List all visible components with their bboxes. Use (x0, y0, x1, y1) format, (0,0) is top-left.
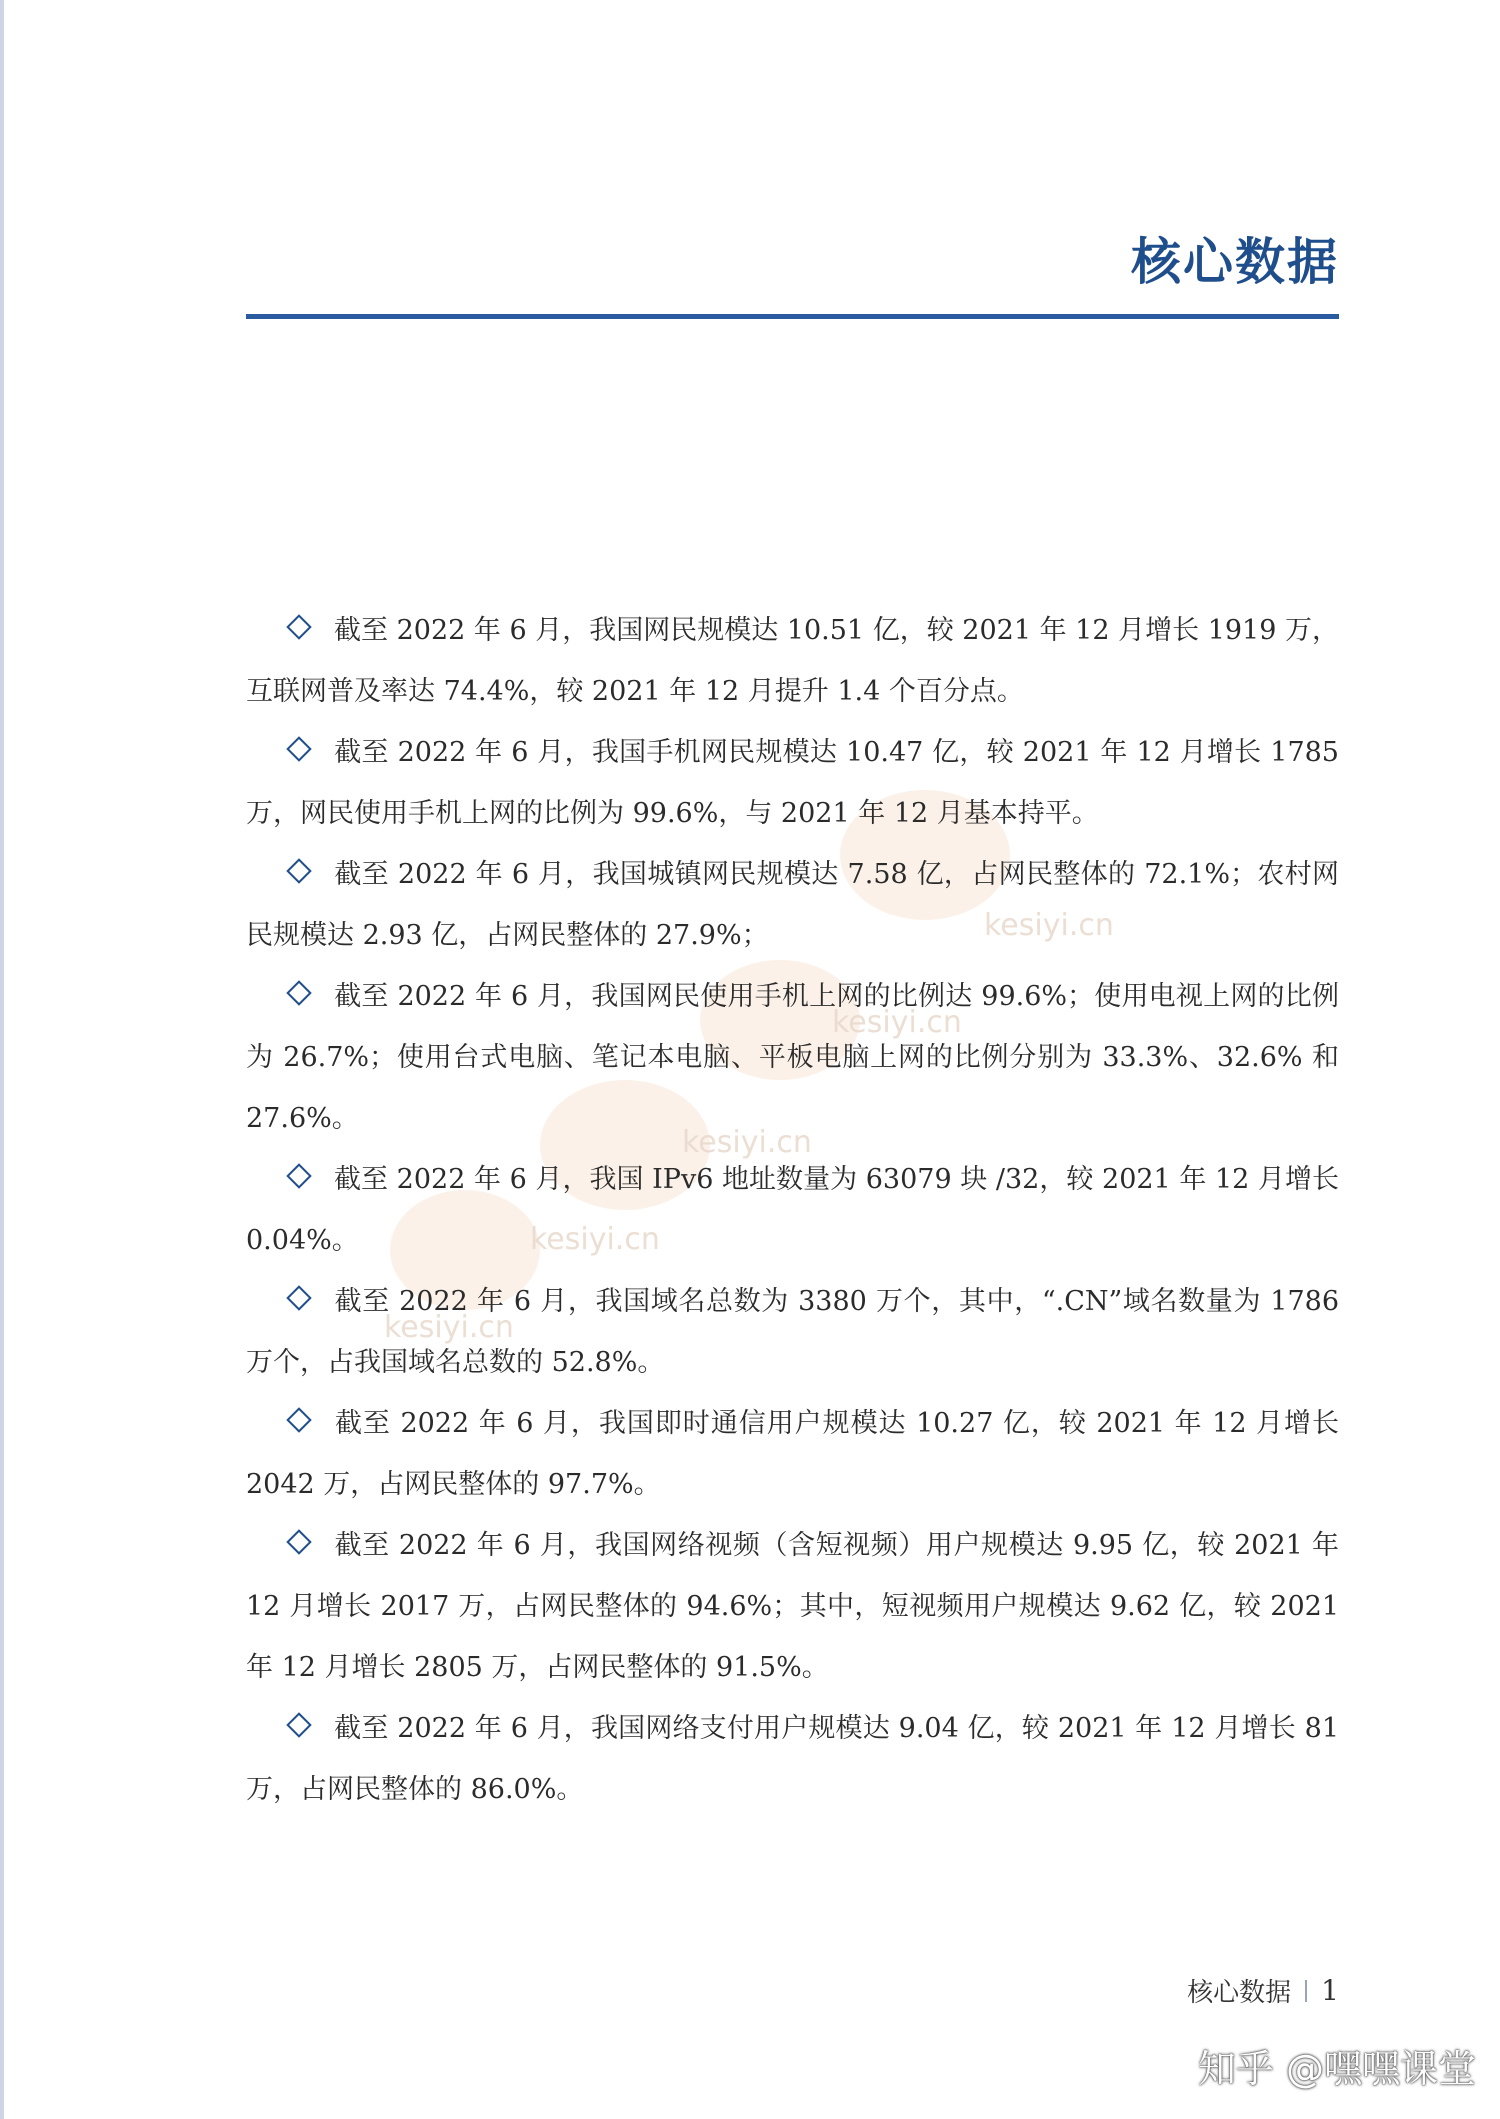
diamond-icon (286, 1407, 311, 1432)
list-item-text: 截至 2022 年 6 月，我国 IPv6 地址数量为 63079 块 /32，较 2021 年 12 月增长 0.04%。 (246, 1164, 1339, 1256)
list-item (246, 1271, 1339, 1393)
watermark-text: kesiyi.cn (832, 1005, 962, 1040)
diamond-icon (286, 858, 311, 883)
page-edge-rule (0, 0, 4, 2119)
diamond-icon (286, 1712, 311, 1737)
list-item (246, 844, 1339, 966)
list-item-text: 截至 2022 年 6 月，我国网络视频（含短视频）用户规模达 9.95 亿，较 2021 年 12 月增长 2017 万，占网民整体的 94.6%；其中，短视频用户规模达 9.62 亿，较 2021 年 12 月增长 2805 万，占网民整体的 91.5%。 (246, 1530, 1339, 1683)
list-item (246, 1698, 1339, 1820)
list-item-text: 截至 2022 年 6 月，我国即时通信用户规模达 10.27 亿，较 2021 年 12 月增长 2042 万，占网民整体的 97.7%。 (246, 1408, 1339, 1500)
diamond-icon (286, 1529, 311, 1554)
watermark-text: kesiyi.cn (384, 1310, 514, 1345)
diamond-icon (286, 736, 311, 761)
list-item (246, 966, 1339, 1149)
list-item (246, 722, 1339, 844)
list-item-text: 截至 2022 年 6 月，我国网民使用手机上网的比例达 99.6%；使用电视上网的比例为 26.7%；使用台式电脑、笔记本电脑、平板电脑上网的比例分别为 33.3%、32.6% 和 27.6%。 (246, 981, 1339, 1134)
list-item-text: 截至 2022 年 6 月，我国手机网民规模达 10.47 亿，较 2021 年 12 月增长 1785 万，网民使用手机上网的比例为 99.6%，与 2021 年 12 月基本持平。 (246, 737, 1339, 829)
list-item-text: 截至 2022 年 6 月，我国域名总数为 3380 万个，其中，“.CN”域名数量为 1786 万个，占我国域名总数的 52.8%。 (246, 1286, 1339, 1378)
list-item (246, 1149, 1339, 1271)
watermark-text: kesiyi.cn (984, 908, 1114, 943)
list-item (246, 1393, 1339, 1515)
list-item-text: 截至 2022 年 6 月，我国网民规模达 10.51 亿，较 2021 年 12 月增长 1919 万，互联网普及率达 74.4%，较 2021 年 12 月提升 1.4 个百分点。 (246, 615, 1339, 707)
page-title: 核心数据 (1131, 233, 1339, 291)
title-underline (246, 314, 1339, 319)
page-number: 1 (1321, 1974, 1339, 2007)
key-data-list (246, 600, 1339, 1820)
diamond-icon (286, 980, 311, 1005)
list-item (246, 600, 1339, 722)
list-item (246, 1515, 1339, 1698)
source-watermark: 知乎 @嘿嘿课堂 (1197, 2047, 1476, 2091)
footer-divider (1305, 1980, 1307, 2002)
watermark-text: kesiyi.cn (682, 1125, 812, 1160)
diamond-icon (286, 1285, 311, 1310)
list-item-text: 截至 2022 年 6 月，我国网络支付用户规模达 9.04 亿，较 2021 年 12 月增长 81 万，占网民整体的 86.0%。 (246, 1713, 1339, 1805)
list-item-text: 截至 2022 年 6 月，我国城镇网民规模达 7.58 亿，占网民整体的 72.1%；农村网民规模达 2.93 亿，占网民整体的 27.9%； (246, 859, 1339, 951)
diamond-icon (286, 1163, 311, 1188)
page-footer (1187, 1972, 1339, 2009)
diamond-icon (286, 614, 311, 639)
footer-section-label: 核心数据 (1187, 1978, 1292, 2008)
watermark-text: kesiyi.cn (530, 1222, 660, 1257)
